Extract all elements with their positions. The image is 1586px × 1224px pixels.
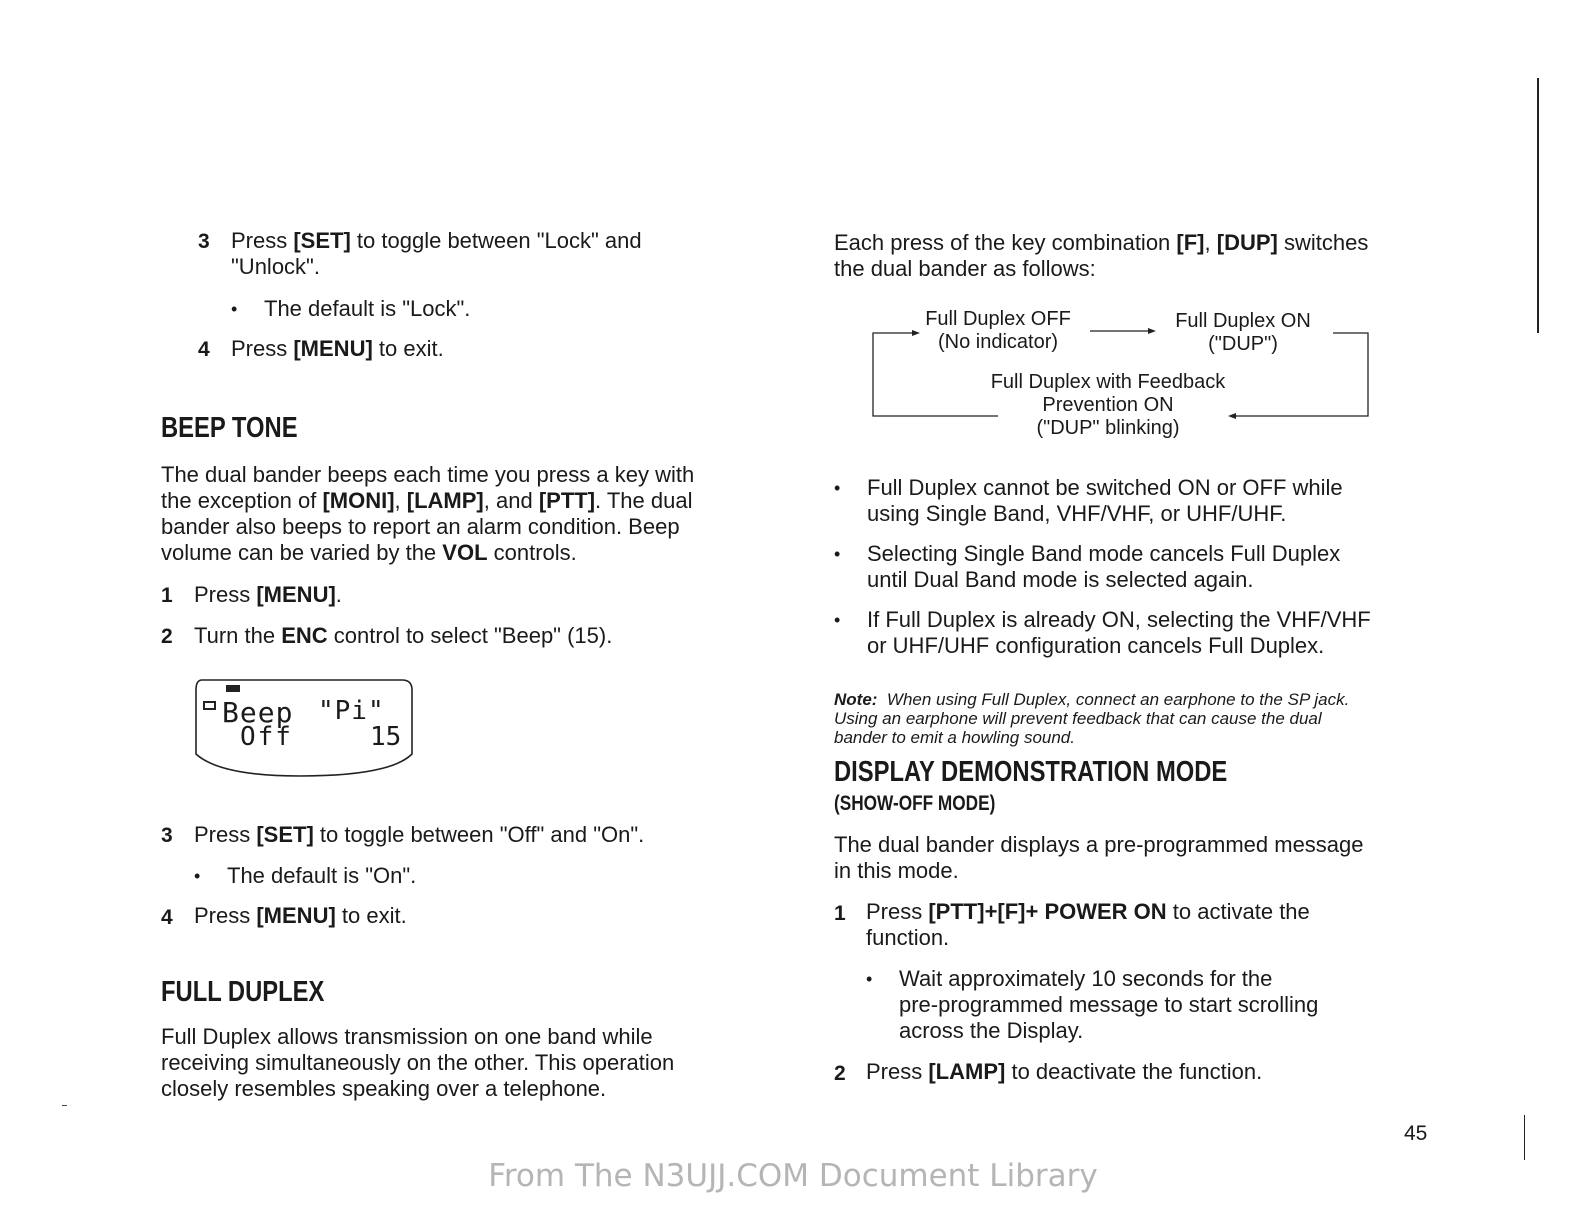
demo-bullet-dot: • — [866, 969, 873, 989]
duplex-cycle-diagram — [868, 306, 1378, 446]
lcd-display-illustration — [190, 676, 420, 782]
lcd-line-1-left: Beep — [222, 696, 294, 729]
duplex-bullet-2-dot: • — [834, 544, 841, 564]
duplex-bullet-1-dot: • — [834, 478, 841, 498]
lcd-line-2-right: 15 — [370, 722, 402, 752]
duplex-bullet-3: If Full Duplex is already ON, selecting the VHF/VHF or UHF/UHF configuration cancels Full Duplex. — [867, 607, 1371, 658]
margin-tick — [62, 1105, 67, 1106]
beep-step-2-text: Turn the ENC control to select "Beep" (15). — [194, 623, 613, 648]
lock-default-note: The default is "Lock". — [264, 296, 471, 321]
beep-step-4-number: 4 — [161, 906, 173, 929]
duplex-bullet-1: Full Duplex cannot be switched ON or OFF while using Single Band, VHF/VHF, or UHF/UHF. — [867, 475, 1343, 526]
state-on-title: Full Duplex ON — [1175, 310, 1311, 332]
beep-step-1-number: 1 — [161, 584, 173, 607]
beep-step-3-number: 3 — [161, 824, 173, 847]
note-label: Note: — [834, 690, 878, 709]
demo-step-1-text: Press [PTT]+[F]+ POWER ON to activate the function. — [866, 899, 1310, 950]
lock-step-3-number: 3 — [198, 230, 210, 253]
state-feedback-prevention — [968, 371, 1248, 440]
state-off-title: Full Duplex OFF — [925, 308, 1071, 330]
duplex-bullet-2: Selecting Single Band mode cancels Full Duplex until Dual Band mode is selected again. — [867, 541, 1341, 592]
state-off-subtitle: (No indicator) — [937, 331, 1059, 353]
full-duplex-paragraph: Full Duplex allows transmission on one band while receiving simultaneously on the other. This operation closely resembles speaking over a telephone. — [161, 1024, 675, 1101]
display-demo-heading: DISPLAY DEMONSTRATION MODE — [834, 756, 1228, 788]
duplex-intro-paragraph: Each press of the key combination [F], [DUP] switches the dual bander as follows: — [834, 230, 1369, 281]
lock-step-4-number: 4 — [198, 338, 210, 361]
state-feedback-title: Full Duplex with Feedback — [990, 371, 1226, 393]
state-on-subtitle: ("DUP") — [1208, 333, 1278, 355]
beep-tone-paragraph: The dual bander beeps each time you press a key with the exception of [MONI], [LAMP], and [PTT]. The dual bander also beeps to report an alarm condition. Beep volume can be varied by the VOL controls. — [161, 462, 695, 565]
show-off-subheading: (SHOW-OFF MODE) — [834, 792, 996, 815]
beep-step-2-number: 2 — [161, 625, 173, 648]
lcd-line-2-left: Off — [240, 722, 293, 752]
beep-bullet-dot: • — [194, 866, 201, 886]
beep-tone-heading: BEEP TONE — [161, 412, 298, 444]
lock-step-4-text: Press [MENU] to exit. — [231, 336, 444, 361]
demo-bullet-text: Wait approximately 10 seconds for the pre-programmed message to start scrolling across the Display. — [899, 966, 1319, 1043]
demo-step-2-number: 2 — [834, 1062, 846, 1085]
state-full-duplex-on — [1153, 310, 1333, 356]
state-full-duplex-off — [908, 308, 1088, 354]
state-feedback-title-2: Prevention ON — [1042, 394, 1174, 416]
beep-step-1-text: Press [MENU]. — [194, 582, 342, 607]
demo-step-2-text: Press [LAMP] to deactivate the function. — [866, 1059, 1263, 1084]
lock-bullet-dot: • — [231, 299, 238, 319]
duplex-note: Note: When using Full Duplex, connect an earphone to the SP jack. Using an earphone will prevent feedback that can cause the dual bander to emit a howling sound. — [834, 690, 1350, 747]
page-number: 45 — [1404, 1122, 1428, 1145]
page-edge-rule-top — [1537, 78, 1539, 333]
beep-step-4-text: Press [MENU] to exit. — [194, 903, 407, 928]
watermark-text: From The N3UJJ.COM Document Library — [488, 1158, 1098, 1194]
lcd-line-1-right: "Pi" — [318, 696, 385, 726]
beep-step-3-text: Press [SET] to toggle between "Off" and "On". — [194, 822, 645, 847]
lock-step-3-text: Press [SET] to toggle between "Lock" and "Unlock". — [231, 228, 642, 279]
duplex-bullet-3-dot: • — [834, 610, 841, 630]
beep-default-note: The default is "On". — [227, 863, 417, 888]
full-duplex-heading: FULL DUPLEX — [161, 976, 325, 1008]
page-edge-rule-bottom — [1524, 1115, 1525, 1160]
state-feedback-subtitle: ("DUP" blinking) — [1036, 417, 1180, 439]
demo-paragraph: The dual bander displays a pre-programmed message in this mode. — [834, 832, 1364, 883]
demo-step-1-number: 1 — [834, 902, 846, 925]
